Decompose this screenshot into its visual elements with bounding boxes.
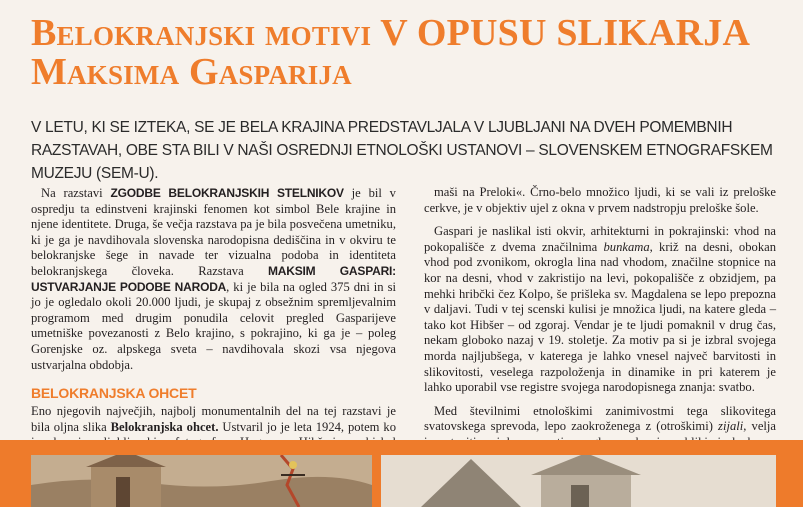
text-run: Eno njegovih največjih, najbolj monumentalnih del na tej razstavi je bila oljna slika xyxy=(31,404,396,434)
painting-title: Belokranjska ohcet. xyxy=(110,419,219,434)
left-column xyxy=(31,186,396,482)
painting-illustration xyxy=(31,455,372,507)
text-run: , ki je bila na ogled 375 dni in si jo je ogledalo okoli 20.000 ljudi, je skupaj z obsežnim spremljevalnim programom med drugim ponudila celovit pregled Gasparijeve umetniške povezanosti z Belo krajino, s pokrajino, ki ga je – poleg Gorenjske oz. alpskega sveta – navdihovala skozi vsa njegova ustvarjalna obdobja. xyxy=(31,279,396,372)
text-run: Gaspari je naslikal isti okvir, arhitekturni in pokrajinski: vhod na pokopališče z dvema značilnima xyxy=(424,224,776,254)
photograph-illustration xyxy=(381,455,776,507)
painting-image xyxy=(31,455,372,507)
title-line-2: Maksima Gasparija xyxy=(31,51,352,93)
photograph-image xyxy=(381,455,776,507)
text-run: , velja xyxy=(743,419,776,434)
lead-paragraph: V LETU, KI SE IZTEKA, SE JE BELA KRAJINA PREDSTAVLJALA V LJUBLJANI NA DVEH POMEMBNIH RAZSTAVAH, OBE STA BILI V NAŠI OSREDNJI ETNOLOŠKI USTANOVI – SLOVENSKEM ETNOGRAFSKEM MUZEJU (SEM-U). xyxy=(31,119,773,182)
exhibition-title: ZGODBE BELOKRANJSKIH STELNIKOV xyxy=(110,186,344,200)
text-run: Ustvaril jo je leta 1924, potem ko xyxy=(222,419,396,434)
paragraph xyxy=(31,186,396,373)
emphasis: bunkama xyxy=(603,239,650,254)
text-run: Na razstavi xyxy=(41,186,111,200)
right-column xyxy=(424,185,776,466)
text-run: je bil v ospredju ta edinstveni krajinski fenomen kot simbol Bele krajine in njene identitete. Druga, še večja razstava pa je bila posvečena umetniku, ki je ga je navdihovala slovenska narodopisna dediščina in v okviru te belokranjske šege in navade ter vizualna podoba in identiteta belokranjskega človeka. Razstava xyxy=(31,186,396,278)
text-run: Med številnimi etnološkimi zanimivostmi tega slikovitega svatovskega sprevoda, lepo zaokroženega z (otroškimi) xyxy=(424,403,776,434)
title-line-1: Belokranjski motivi V OPUSU SLIKARJA xyxy=(31,12,751,54)
exhibition-title: MAKSIM GASPARI: USTVARJANJE PODOBE NARODA xyxy=(31,263,396,294)
article-title xyxy=(31,14,791,92)
section-subheading: BELOKRANJSKA OHCET xyxy=(31,385,197,402)
paragraph xyxy=(424,224,776,396)
paragraph: maši na Preloki«. Črno-belo množico ljudi, ki se vali iz preloške cerkve, je v objektiv ujel z okna v prvem nadstropju preloške šole. xyxy=(424,185,776,215)
emphasis: zijali xyxy=(718,419,744,434)
text-run: , križ na desni, obokan vhod pod zvonikom, okrogla lina nad vhodom, značilne stopnice na kor na desni, vhod v zakristijo na levi, pokopališče z obzidjem, pa mehki hribčki čez Kolpo, še prišleka sv. Magdalena se lepo prepozna v daljavi. Tudi v tej scenski kulisi je množica ljudi, na katere gleda – tako kot Hibšer – od zgoraj. Vendar je te ljudi pomaknil v drug čas, nekam globoko nazaj v 19. stoletje. Za motiv pa si je izbral svojega morda najljubšega, v katerega je lahko vnesel največ barvitosti in slikovitosti, veselega razpoloženja in dinamike in pri katerem je lahko uporabil vse registre svojega narodopisnega znanja: svatbo. xyxy=(424,239,776,395)
